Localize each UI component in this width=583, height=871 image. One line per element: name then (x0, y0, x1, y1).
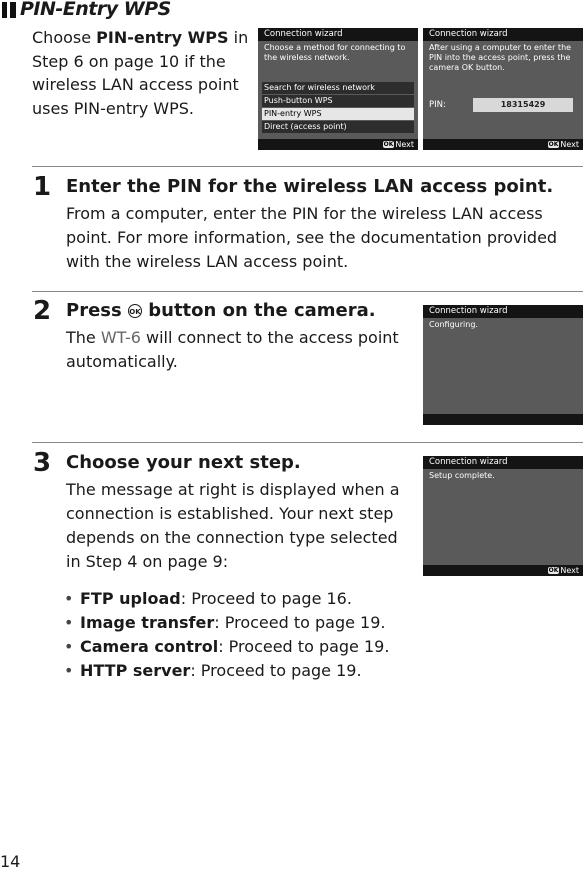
footer-next-label: Next (560, 140, 579, 149)
list-item (64, 587, 389, 611)
bullet-icon: • (64, 637, 74, 656)
step-number: 3 (33, 448, 52, 478)
footer-next-label: Next (395, 140, 414, 149)
step-title: Choose your next step. (66, 452, 301, 473)
list-item-text: : Proceed to page 19. (190, 661, 362, 680)
list-item-label: Image transfer (80, 613, 215, 632)
step-title: Enter the PIN for the wireless LAN access point. (66, 176, 554, 197)
list-item-text: : Proceed to page 19. (218, 637, 390, 656)
next-step-list (64, 587, 389, 683)
pin-value: 18315429 (473, 98, 573, 112)
step-number: 2 (33, 296, 52, 326)
ok-button-icon: OK (383, 141, 394, 148)
camera-screen-pin (423, 28, 583, 150)
screen-footer (423, 565, 583, 576)
list-item-text: : Proceed to page 16. (180, 589, 352, 608)
list-item (64, 635, 389, 659)
step-body: The message at right is displayed when a connection is established. Your next step depends on the connection type selected in Step 4 on page 9: (66, 480, 400, 571)
divider (32, 166, 583, 167)
screen-title: Connection wizard (258, 28, 418, 41)
menu-item-push-button[interactable]: Push-button WPS (262, 95, 414, 107)
screen-message: Configuring. (429, 320, 478, 329)
camera-screen-method (258, 28, 418, 150)
screen-title: Connection wizard (423, 28, 583, 41)
footer-next-label: Next (560, 566, 579, 575)
ok-button-icon: OK (548, 141, 559, 148)
page-number: 14 (0, 852, 21, 871)
ok-button-icon: OK (548, 567, 559, 574)
list-item-text: : Proceed to page 19. (214, 613, 386, 632)
step-title-pre: Press (66, 300, 128, 321)
camera-screen-configuring (423, 305, 583, 425)
menu-item-pin-entry[interactable]: PIN-entry WPS (262, 108, 414, 120)
step-number: 1 (33, 172, 52, 202)
screen-message: After using a computer to enter the PIN into the access point, press the camera OK button. (429, 43, 572, 72)
screen-title: Connection wizard (423, 305, 583, 318)
intro-text-bold: PIN-entry WPS (96, 28, 229, 47)
camera-screen-complete (423, 456, 583, 576)
divider (32, 442, 583, 443)
section-title: PIN-Entry WPS (20, 0, 171, 20)
pin-label: PIN: (429, 100, 446, 110)
screen-footer (423, 139, 583, 150)
step-title-post: button on the camera. (141, 300, 376, 321)
screen-title: Connection wizard (423, 456, 583, 469)
intro-text-pre: Choose (32, 28, 97, 47)
step-body (66, 326, 411, 374)
bullet-icon: • (64, 613, 74, 632)
screen-message: Setup complete. (429, 471, 495, 480)
list-item (64, 611, 389, 635)
step-title (66, 300, 376, 321)
menu-item-search[interactable]: Search for wireless network (262, 82, 414, 94)
list-item-label: Camera control (80, 637, 219, 656)
list-item (64, 659, 389, 683)
screen-message: Choose a method for connecting to the wireless network. (264, 43, 406, 62)
bullet-icon: • (64, 589, 74, 608)
list-item-label: FTP upload (80, 589, 181, 608)
intro-paragraph (32, 26, 252, 120)
product-name: WT-6 (100, 328, 141, 347)
intro-text-post: in Step 6 on page 10 if the wireless LAN access point uses PIN-entry WPS. (32, 28, 249, 118)
bullet-icon: • (64, 661, 74, 680)
screen-footer (258, 139, 418, 150)
menu-item-direct[interactable]: Direct (access point) (262, 121, 414, 133)
ok-button-icon: OK (128, 304, 142, 318)
method-menu (262, 82, 414, 134)
step-body-post: will connect to the access point automatically. (66, 328, 399, 371)
section-marker-icon (2, 2, 16, 18)
screen-footer (423, 414, 583, 425)
step-body: From a computer, enter the PIN for the wireless LAN access point. For more information, see the documentation provided with the wireless LAN access point. (66, 204, 558, 271)
divider (32, 291, 583, 292)
step-body-pre: The (66, 328, 101, 347)
list-item-label: HTTP server (80, 661, 191, 680)
